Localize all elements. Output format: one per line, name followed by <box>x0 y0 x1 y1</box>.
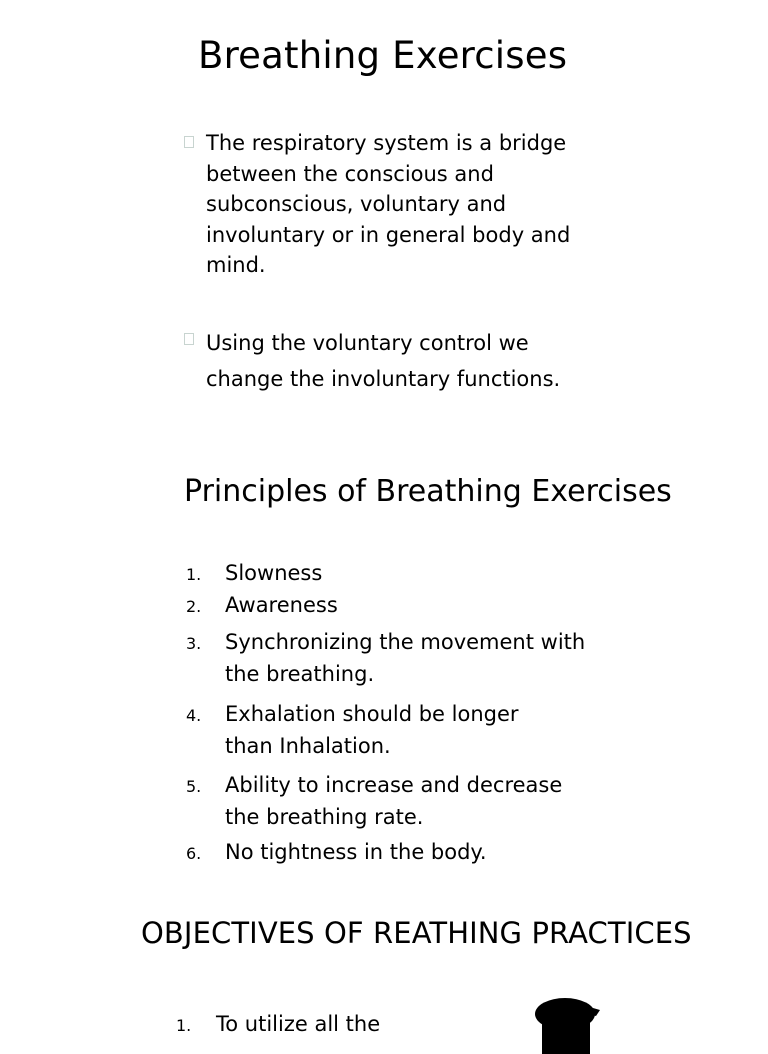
list-item-line: the breathing. <box>225 662 375 686</box>
list-item-text <box>225 589 338 621</box>
list-number: 1. <box>186 565 202 584</box>
list-item-text <box>225 557 322 589</box>
human-figure-silhouette-icon <box>534 994 600 1054</box>
bullet-text <box>206 325 624 397</box>
list-number: 2. <box>186 597 202 616</box>
list-item-text <box>216 1008 380 1040</box>
bullet-line: subconscious, voluntary and <box>206 192 507 217</box>
list-item-line: the breathing rate. <box>225 805 424 829</box>
bullet-item <box>184 325 624 397</box>
list-item-line: Synchronizing the movement with <box>225 630 586 654</box>
bullet-line: The respiratory system is a bridge <box>206 131 567 155</box>
square-bullet-icon <box>184 333 194 345</box>
list-item-line: Exhalation should be longer <box>225 702 519 726</box>
page-title: Breathing Exercises <box>198 34 568 77</box>
list-number: 1. <box>176 1016 192 1035</box>
list-number: 5. <box>186 777 202 796</box>
list-item-text <box>225 626 585 690</box>
list-item-line: than Inhalation. <box>225 734 391 758</box>
bullet-text <box>206 128 624 281</box>
list-number: 6. <box>186 844 202 863</box>
list-item-line: No tightness in the body. <box>225 840 487 864</box>
list-item-line: To utilize all the <box>216 1012 381 1036</box>
list-number: 3. <box>186 634 202 653</box>
bullet-line: mind. <box>206 253 266 278</box>
bullet-item <box>184 128 624 281</box>
objectives-heading: OBJECTIVES OF REATHING PRACTICES <box>141 916 692 950</box>
list-number: 4. <box>186 706 202 725</box>
list-item-text <box>225 769 562 833</box>
list-item-line: Slowness <box>225 561 323 585</box>
list-item-text <box>225 836 487 868</box>
bullet-line: involuntary or in general body and <box>206 222 571 247</box>
square-bullet-icon <box>184 136 194 148</box>
bullet-line: Using the voluntary control we <box>206 331 529 355</box>
list-item-line: Awareness <box>225 593 338 617</box>
list-item-line: Ability to increase and decrease <box>225 773 563 797</box>
bullet-line: between the conscious and <box>206 161 494 186</box>
list-item-text <box>225 698 519 762</box>
bullet-line: change the involuntary functions. <box>206 367 561 391</box>
principles-heading: Principles of Breathing Exercises <box>184 474 672 509</box>
